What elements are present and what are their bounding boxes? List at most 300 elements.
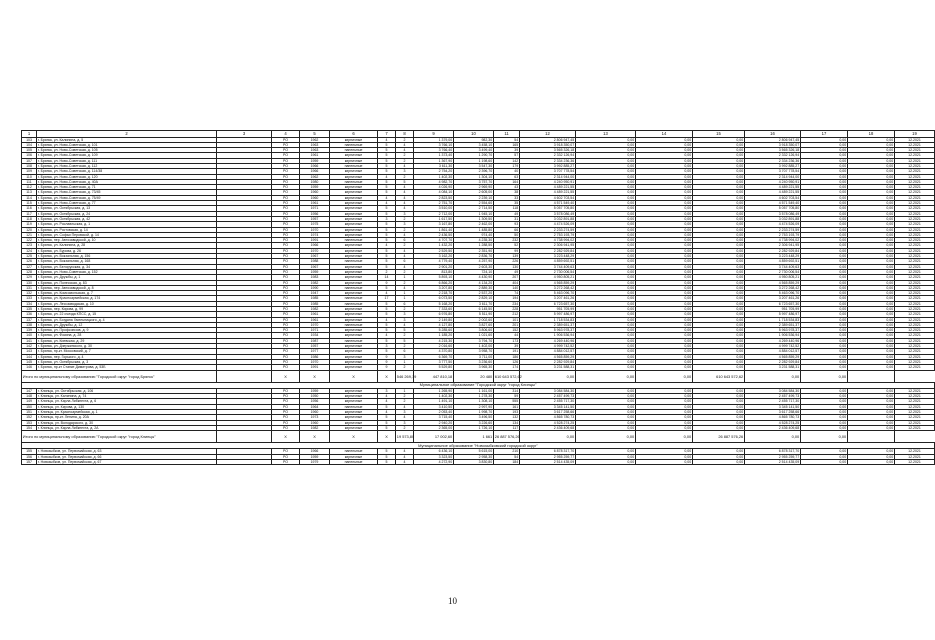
table-cell: РО (272, 201, 300, 206)
table-cell: 12.2021 (895, 137, 935, 142)
header-cell: 9 (414, 131, 454, 138)
table-cell: 5 (378, 254, 396, 259)
table-cell: 127 (22, 264, 37, 269)
table-cell: 4 859 692,51 (520, 259, 576, 264)
table-cell: 135 (22, 307, 37, 312)
table-cell: кирпичные (330, 454, 378, 459)
table-cell: 2 537,20 (454, 291, 494, 296)
table-cell: 3 766,10 (414, 142, 454, 147)
total-cell: 0,00 (576, 370, 636, 382)
table-cell: 0,00 (801, 280, 848, 285)
table-cell: 5 285,60 (414, 328, 454, 333)
table-cell: 0,00 (693, 174, 745, 179)
table-cell: г. Клинцы, пр-кт. Ленина, д. 20А (37, 415, 217, 420)
table-cell: 101 (494, 317, 520, 322)
table-cell: 2 (378, 269, 396, 274)
table-cell: 0,00 (801, 190, 848, 195)
table-cell: 0,00 (636, 216, 693, 221)
table-cell: 5 (378, 349, 396, 354)
table-cell: 0,00 (693, 227, 745, 232)
table-cell: 123 (22, 243, 37, 248)
table-cell: 156 (22, 454, 37, 459)
table-cell: панельные (330, 322, 378, 327)
table-cell: 5 (378, 322, 396, 327)
table-cell: г. Брянск, ул. Лесозаводская, д. 10 (37, 301, 217, 306)
table-cell: 3 715,40 (414, 415, 454, 420)
table-cell: 404 (494, 280, 520, 285)
table-cell: РО (272, 285, 300, 290)
table-cell: 0,00 (693, 201, 745, 206)
table-cell: 4 (378, 243, 396, 248)
table-cell: 105 (22, 148, 37, 153)
table-cell: 1980 (300, 179, 330, 184)
table-cell: 0,00 (801, 349, 848, 354)
table-cell: 2 (396, 269, 414, 274)
table-cell: 0,00 (576, 142, 636, 147)
header-cell: 2 (37, 131, 217, 138)
table-cell: 4 982,70 (414, 179, 454, 184)
table-cell: 0,00 (636, 317, 693, 322)
table-cell: 3 617 258,66 (520, 409, 576, 414)
table-cell: 4 738 994,02 (520, 238, 576, 243)
table-cell: 0,00 (848, 388, 895, 393)
table-cell: 129 (22, 275, 37, 280)
table-cell: г. Брянск, ул. Ново-Советская, д. 101 (37, 142, 217, 147)
table-cell: 2 (396, 227, 414, 232)
table-cell: кирпичные (330, 333, 378, 338)
table-cell: 0,00 (576, 404, 636, 409)
total-cell: X (272, 431, 300, 443)
table-cell: 3 757,70 (454, 179, 494, 184)
table-cell: 0,00 (848, 328, 895, 333)
table-cell: 2 (396, 399, 414, 404)
table-cell: 0,00 (693, 449, 745, 454)
table-cell: 0,00 (693, 328, 745, 333)
table-cell: 3 547,30 (454, 163, 494, 168)
table-cell: РО (272, 291, 300, 296)
table-cell: 12.2021 (895, 190, 935, 195)
table-cell: 2 457 499,73 (520, 394, 576, 399)
table-cell: г. Брянск, ул. Рославльская, д. 1 (37, 222, 217, 227)
table-cell: РО (272, 344, 300, 349)
total-cell: 26 887 576,26 (494, 431, 520, 443)
table-cell: 0,00 (801, 394, 848, 399)
table-cell: 12.2021 (895, 394, 935, 399)
table-cell: 5 (378, 211, 396, 216)
table-cell: 5 (378, 264, 396, 269)
table-cell: 0,00 (848, 158, 895, 163)
table-cell: 0,00 (636, 211, 693, 216)
table-cell: 4 474 526,09 (745, 222, 801, 227)
table-cell: 3 084 584,30 (745, 388, 801, 393)
table-cell: 0,00 (693, 312, 745, 317)
table-cell: кирпичные (330, 409, 378, 414)
table-cell: 0,00 (693, 349, 745, 354)
table-cell: 0,00 (848, 243, 895, 248)
table-cell: 3 578 086,49 (520, 211, 576, 216)
table-cell: 0,00 (636, 285, 693, 290)
table-cell: 0,00 (848, 211, 895, 216)
table-cell: 5 (378, 222, 396, 227)
table-cell: 193 (494, 409, 520, 414)
table-cell: 139 (22, 328, 37, 333)
table-cell: 12.2021 (895, 206, 935, 211)
table-cell: 1 402,30 (414, 174, 454, 179)
table-cell: г. Брянск, ул. Ново-Советская, д. 112 (37, 163, 217, 168)
table-cell: г. Клинцы, ул. Карла Либкнехта, д. 2А (37, 425, 217, 430)
table-cell: кирпичные (330, 264, 378, 269)
table-cell: 6 (396, 259, 414, 264)
table-cell: 1987 (300, 338, 330, 343)
table-cell: 0,00 (576, 365, 636, 370)
table-cell: 2 282 929,84 (520, 359, 576, 364)
table-cell: 132 (494, 415, 520, 420)
table-cell: 0,00 (636, 301, 693, 306)
total-cell: 20 480 (454, 370, 494, 382)
table-cell: 0,00 (801, 269, 848, 274)
table-cell: 0,00 (576, 238, 636, 243)
table-cell: 35 (494, 201, 520, 206)
table-cell: 4 (396, 449, 414, 454)
table-cell: 0,00 (848, 394, 895, 399)
table-cell: РО (272, 153, 300, 158)
table-cell: 4 127,80 (414, 322, 454, 327)
table-cell: 0,00 (636, 333, 693, 338)
table-cell: кирпичные (330, 232, 378, 237)
table-cell: 0,00 (801, 195, 848, 200)
table-cell: РО (272, 211, 300, 216)
table-cell: РО (272, 254, 300, 259)
table-cell: 141 (22, 338, 37, 343)
table-cell: 12.2021 (895, 216, 935, 221)
table-cell: 314 (494, 388, 520, 393)
table-cell: 52 (494, 243, 520, 248)
table-cell: 4 865 780,73 (745, 415, 801, 420)
table-cell: 1957 (300, 216, 330, 221)
table-cell: 226 (494, 259, 520, 264)
table-cell: 0,00 (693, 365, 745, 370)
table-cell: кирпичные (330, 185, 378, 190)
table-cell: 12.2021 (895, 195, 935, 200)
table-cell: 0,00 (576, 275, 636, 280)
table-cell: 1973 (300, 415, 330, 420)
table-cell: 4 999 742,52 (745, 344, 801, 349)
table-cell: 5 (378, 312, 396, 317)
table-cell: 1966 (300, 169, 330, 174)
table-cell: РО (272, 394, 300, 399)
table-cell: 0,00 (636, 206, 693, 211)
table-cell: панельные (330, 179, 378, 184)
table-cell: 4 884 012,57 (520, 349, 576, 354)
table-cell: РО (272, 296, 300, 301)
table-cell: 3 (378, 344, 396, 349)
table-cell: 3 510,00 (414, 206, 454, 211)
table-cell: 0,00 (636, 388, 693, 393)
table-cell: 0,00 (693, 142, 745, 147)
table-cell: 6 723 657,30 (520, 301, 576, 306)
table-cell: 140 (22, 333, 37, 338)
table-cell: г. Брянск, ул. Калинина, д. 5 (37, 137, 217, 142)
table-cell: 1 161,00 (454, 388, 494, 393)
table-cell: 0,00 (636, 153, 693, 158)
table-cell: 0,00 (801, 307, 848, 312)
table-cell: 6 436,10 (414, 449, 454, 454)
table-cell: 1 290,70 (454, 153, 494, 158)
table-cell: 0,00 (576, 163, 636, 168)
table-cell: 4 (396, 163, 414, 168)
total-cell: 546 269,19 (396, 370, 414, 382)
table-cell: 5 (378, 163, 396, 168)
table-cell: панельные (330, 148, 378, 153)
table-cell: 2 462,00 (454, 222, 494, 227)
table-cell: 2 514 435,09 (745, 459, 801, 464)
table-cell: 3 827,60 (454, 322, 494, 327)
table-cell: 0,00 (636, 344, 693, 349)
table-cell: 0,00 (848, 333, 895, 338)
table-cell: 113 (22, 190, 37, 195)
table-cell: 0,00 (576, 269, 636, 274)
table-cell: г. Брянск, ул. Октябрьская, д. 3 (37, 359, 217, 364)
table-cell: 0,00 (693, 425, 745, 430)
table-cell (217, 459, 272, 464)
table-cell: г. Брянск, ул. Бурова, д. 26 (37, 248, 217, 253)
header-cell: 10 (454, 131, 494, 138)
table-cell: 0,00 (636, 142, 693, 147)
table-cell: 0,00 (636, 190, 693, 195)
table-cell: 0,00 (693, 404, 745, 409)
table-cell: РО (272, 174, 300, 179)
table-cell: 7 333,60 (414, 307, 454, 312)
total-cell: X (272, 370, 300, 382)
table-cell: 4 565 859,29 (520, 354, 576, 359)
table-cell: кирпичные (330, 359, 378, 364)
table-cell: 4 (396, 454, 414, 459)
table-cell: 0,00 (636, 195, 693, 200)
table-cell: 132 (22, 291, 37, 296)
table-cell: 4 (378, 291, 396, 296)
table-cell: РО (272, 307, 300, 312)
table-cell: 0,00 (693, 322, 745, 327)
table-cell: 0,00 (576, 232, 636, 237)
table-cell: 1 367,90 (414, 158, 454, 163)
table-cell: 4 565 859,29 (745, 354, 801, 359)
table-cell: 1961 (300, 153, 330, 158)
table-cell: 74 (494, 291, 520, 296)
table-cell: 131 (22, 285, 37, 290)
total-cell: 0,00 (636, 431, 693, 443)
table-cell: РО (272, 275, 300, 280)
table-cell: 0,00 (801, 227, 848, 232)
table-cell: 0,00 (848, 269, 895, 274)
table-cell: 0,00 (848, 404, 895, 409)
table-cell: 0,00 (693, 301, 745, 306)
table-cell: 93 (494, 222, 520, 227)
table-cell: РО (272, 420, 300, 425)
table-cell: 12.2021 (895, 349, 935, 354)
table-cell: 210 (494, 449, 520, 454)
table-cell: 4 565 859,29 (745, 280, 801, 285)
table-cell: 1 402,30 (414, 394, 454, 399)
table-cell: 0,00 (636, 227, 693, 232)
table-cell: 3 958,70 (454, 349, 494, 354)
total-cell: 17 002,60 (414, 431, 454, 443)
table-cell: 5 997 486,97 (745, 312, 801, 317)
table-cell: г. Брянск, ул. Вокзальная, д. 168 (37, 259, 217, 264)
table-cell: 117 (22, 211, 37, 216)
table-cell: 0,00 (636, 174, 693, 179)
table-cell: 4 (378, 195, 396, 200)
table-cell: 0,00 (693, 415, 745, 420)
table-cell: 1961 (300, 312, 330, 317)
table-cell: 2 753 193,79 (745, 232, 801, 237)
table-cell: 39 (494, 148, 520, 153)
table-cell: г. Брянск, пер. Кирова, д. 99 (37, 307, 217, 312)
table-cell: 1985 (300, 301, 330, 306)
table-cell: 140 (494, 285, 520, 290)
table-cell: 0,00 (576, 312, 636, 317)
table-cell: 2 730 006,54 (520, 269, 576, 274)
table-cell: РО (272, 454, 300, 459)
table-cell: 128 (22, 269, 37, 274)
table-cell: 3 992 885,27 (745, 163, 801, 168)
table-cell: 2 436 409,68 (745, 425, 801, 430)
table-cell: 134 (22, 301, 37, 306)
table-cell: 12.2021 (895, 285, 935, 290)
total-cell: 0,00 (745, 431, 801, 443)
table-cell: г. Брянск, ул. Киевская, д. 29 (37, 338, 217, 343)
total-cell: 19 573,80 (396, 431, 414, 443)
table-cell: 0,00 (801, 415, 848, 420)
table-cell: 4 528 274,25 (520, 420, 576, 425)
table-cell: кирпичные (330, 344, 378, 349)
table-cell: 1986 (300, 354, 330, 359)
table-cell: 4 (396, 459, 414, 464)
table-cell: 0,00 (848, 459, 895, 464)
table-cell: 3 794,70 (454, 338, 494, 343)
table-cell: 161 (494, 404, 520, 409)
table-cell: 2 (396, 333, 414, 338)
table-cell: 0,00 (636, 238, 693, 243)
total-cell: X (378, 370, 396, 382)
table-cell: 4 528 274,25 (745, 420, 801, 425)
table-cell: 2 969,90 (454, 185, 494, 190)
table-cell: 2 958,30 (454, 454, 494, 459)
table-cell: 1960 (300, 190, 330, 195)
table-cell: 6 369,70 (414, 354, 454, 359)
table-cell: 2 (396, 365, 414, 370)
table-cell: 2 334 236,36 (520, 158, 576, 163)
table-cell: 4 (378, 394, 396, 399)
table-cell: 0,00 (801, 259, 848, 264)
table-cell: панельные (330, 163, 378, 168)
table-cell: 142 (494, 158, 520, 163)
table-cell: 3 207 461,26 (745, 296, 801, 301)
table-cell: 4 999 742,52 (520, 344, 576, 349)
table-cell: 0,00 (693, 158, 745, 163)
table-cell: 1985 (300, 296, 330, 301)
table-cell: 6 (396, 349, 414, 354)
table-cell: 0,00 (801, 243, 848, 248)
table-cell: 1 906 536,94 (745, 333, 801, 338)
table-cell: г. Брянск, ул. Октябрьская, д. 13 (37, 206, 217, 211)
table-cell: 0,00 (801, 296, 848, 301)
table-cell: 3 207,80 (414, 285, 454, 290)
table-cell: кирпичные (330, 254, 378, 259)
table-cell: 0,00 (848, 142, 895, 147)
table-cell: 1959 (300, 158, 330, 163)
table-cell: 111 (22, 179, 37, 184)
table-cell: г. Брянск, пер. Автозаводской, д. 10 (37, 238, 217, 243)
table-cell: 5 (378, 404, 396, 409)
table-cell: 0,00 (801, 163, 848, 168)
table-cell: 0,00 (576, 216, 636, 221)
table-cell: 164 (494, 179, 520, 184)
table-cell: РО (272, 425, 300, 430)
header-cell: 7 (378, 131, 396, 138)
table-cell: 4 (396, 206, 414, 211)
table-cell: кирпичные (330, 248, 378, 253)
table-cell: РО (272, 222, 300, 227)
table-cell: 3 (396, 317, 414, 322)
table-cell: 12.2021 (895, 354, 935, 359)
table-cell: 0,00 (848, 259, 895, 264)
table-cell: 1960 (300, 195, 330, 200)
table-cell: 12.2021 (895, 301, 935, 306)
table-cell: 0,00 (693, 359, 745, 364)
table-cell: 2 (396, 137, 414, 142)
table-cell: 17 (378, 296, 396, 301)
table-cell: 3 272 268,42 (745, 285, 801, 290)
table-cell: 2 332 126,94 (745, 153, 801, 158)
table-cell: 1957 (300, 344, 330, 349)
table-cell: 12.2021 (895, 296, 935, 301)
table-cell: 0,00 (801, 338, 848, 343)
table-cell: 0,00 (848, 222, 895, 227)
table-cell: 0,00 (693, 179, 745, 184)
table-cell: 54 (494, 137, 520, 142)
section-title: Муниципальное образование "Городской округ "город Клинцы" (22, 382, 935, 388)
table-cell: 3 918 350,07 (520, 142, 576, 147)
table-cell: 146 (22, 365, 37, 370)
total-label: Итого по муниципальному образованию "Городской округ "город Брянск" (22, 370, 217, 382)
header-cell: 16 (745, 131, 801, 138)
table-cell: 1971 (300, 206, 330, 211)
table-cell: 0,00 (693, 280, 745, 285)
table-cell: 50 (494, 232, 520, 237)
table-cell: 12.2021 (895, 291, 935, 296)
table-cell: 0,00 (636, 259, 693, 264)
table-cell: 4 (396, 190, 414, 195)
table-cell: 3 617 258,66 (745, 409, 801, 414)
table-cell: 0,00 (801, 399, 848, 404)
table-cell: 0,00 (576, 201, 636, 206)
table-cell: 3 084 584,30 (520, 388, 576, 393)
table-cell: 0,00 (801, 158, 848, 163)
table-cell: 3 (396, 409, 414, 414)
total-row (22, 370, 935, 382)
table-cell: 1960 (300, 409, 330, 414)
table-cell: 0,00 (848, 409, 895, 414)
table-cell: г. Брянск, ул. 22 съезда КПСС, д. 15 (37, 312, 217, 317)
table-cell: 3 323,50 (414, 454, 454, 459)
table-cell: 4 215,30 (414, 338, 454, 343)
table-cell: 4 602 703,54 (745, 195, 801, 200)
table-cell: 12.2021 (895, 259, 935, 264)
register-table-container (21, 130, 921, 465)
table-cell: 12.2021 (895, 322, 935, 327)
table-cell: 12.2021 (895, 232, 935, 237)
total-cell (217, 370, 272, 382)
